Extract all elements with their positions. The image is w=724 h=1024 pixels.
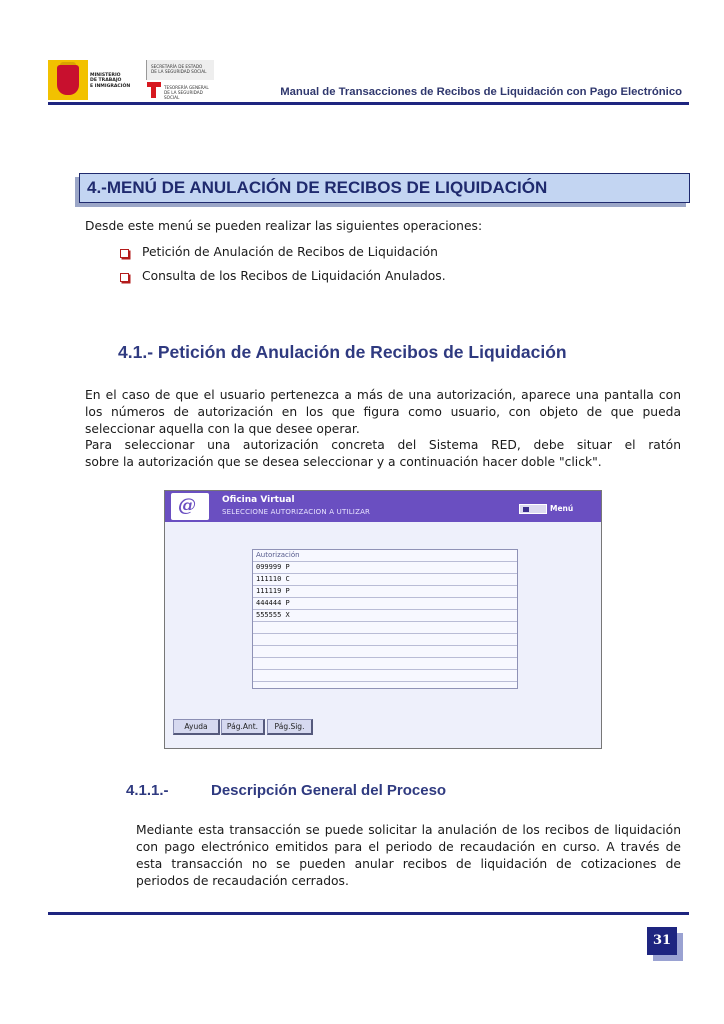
ministry-name: MINISTERIO DE TRABAJO E INMIGRACIÓN — [90, 73, 131, 89]
list-header: Autorización — [253, 550, 517, 562]
tgss-name: TESORERÍA GENERAL DE LA SEGURIDAD SOCIAL — [164, 85, 209, 100]
app-header — [165, 491, 601, 522]
subsection-heading: 4.1.- Petición de Anulación de Recibos de Liquidación — [118, 342, 567, 362]
list-item[interactable] — [253, 622, 517, 634]
secretaria-label: SECRETARÍA DE ESTADO DE LA SEGURIDAD SOCIAL — [146, 60, 214, 80]
list-item[interactable] — [253, 634, 517, 646]
page-number: 31 — [647, 927, 677, 955]
help-button[interactable]: Ayuda — [173, 719, 220, 735]
footer-divider — [48, 912, 689, 915]
menu-icon — [519, 504, 547, 514]
header-divider — [48, 102, 689, 105]
section-intro: Desde este menú se pueden realizar las siguientes operaciones: — [85, 219, 483, 233]
subsubsection-heading: Descripción General del Proceso — [211, 782, 447, 799]
app-screenshot — [164, 490, 602, 749]
subsubsection-number: 4.1.1.- — [126, 782, 169, 799]
oficina-virtual-logo-icon: @ — [171, 493, 209, 520]
app-subtitle: SELECCIONE AUTORIZACION A UTILIZAR — [222, 508, 371, 516]
tgss-logo-icon — [147, 82, 161, 98]
document-title: Manual de Transacciones de Recibos de Liquidación con Pago Electrónico — [280, 86, 682, 98]
paragraph: En el caso de que el usuario pertenezca a más de una autorización, aparece una pantalla con los números de autorización en los que figura como usuario, con objeto de que pueda seleccionar aquella con la que desee operar. — [85, 388, 681, 436]
app-title: Oficina Virtual — [222, 495, 295, 505]
government-logo — [48, 60, 214, 100]
list-item[interactable]: 444444 P — [253, 598, 517, 610]
list-item[interactable]: 111110 C — [253, 574, 517, 586]
checkbox-bullet-icon — [120, 273, 129, 282]
paragraph: Mediante esta transacción se puede solicitar la anulación de los recibos de liquidación con pago electrónico emitidos para el periodo de recaudación en curso. A través de esta transacción no se pueden anular recibos de liquidación de cotizaciones de periodos de recaudación cerrados. — [136, 823, 681, 888]
menu-button[interactable]: Menú — [519, 504, 595, 515]
section-heading: 4.-MENÚ DE ANULACIÓN DE RECIBOS DE LIQUIDACIÓN — [79, 173, 690, 203]
list-item[interactable]: 099999 P — [253, 562, 517, 574]
previous-page-button[interactable]: Pág.Ant. — [221, 719, 265, 735]
coat-of-arms-icon — [48, 60, 88, 100]
list-item[interactable] — [253, 658, 517, 670]
list-item[interactable]: 555555 X — [253, 610, 517, 622]
list-item[interactable] — [253, 670, 517, 682]
next-page-button[interactable]: Pág.Sig. — [267, 719, 313, 735]
checkbox-bullet-icon — [120, 249, 129, 258]
authorization-list — [252, 549, 518, 689]
list-item[interactable] — [253, 646, 517, 658]
list-item[interactable]: 111119 P — [253, 586, 517, 598]
paragraph: Para seleccionar una autorización concreta del Sistema RED, debe situar el ratón sobre la autorización que se desea seleccionar y a continuación hacer doble "click". — [85, 438, 681, 469]
